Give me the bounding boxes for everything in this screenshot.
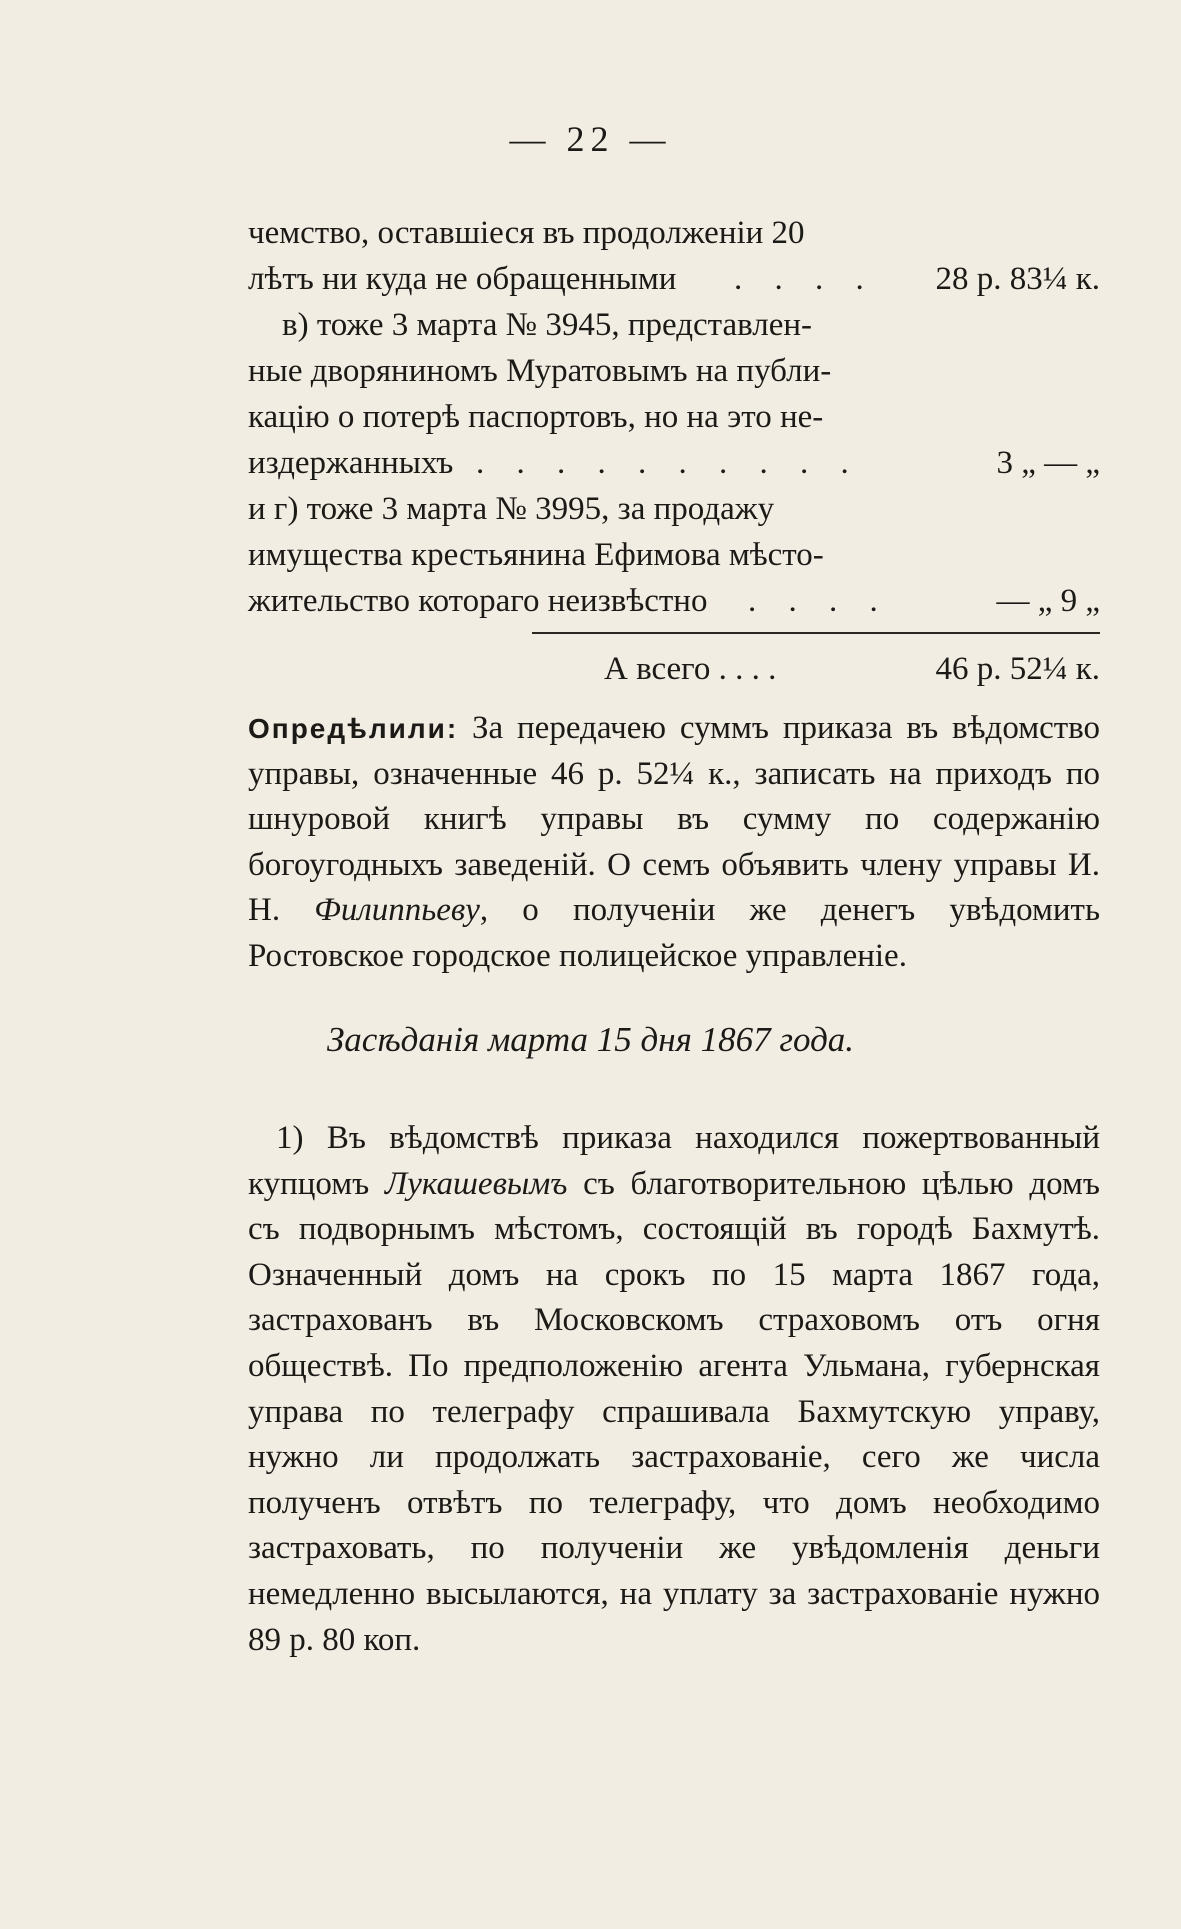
ledger-dots: . . . .: [734, 261, 876, 297]
ledger-row: [248, 302, 1100, 348]
resolution-text-a: За передачею суммъ приказа въ вѣдомство управы, означенные 46 р. 52¼ к., записать на приходъ по шнуровой книгѣ управы въ сумму по содержанiю богоугодныхъ заведенiй. О семъ объявить члену управы И. Н.: [248, 710, 1100, 929]
ledger-amount: — „ 9 „: [996, 583, 1100, 619]
ledger-text: кацiю о потерѣ паспортовъ, но на это не-: [248, 399, 824, 435]
resolution-paragraph: [248, 706, 1100, 980]
ledger-row: [248, 532, 1100, 578]
page-number: — 22 —: [509, 119, 672, 159]
ledger-row: [248, 210, 1100, 256]
session-heading: Засѣданiя марта 15 дня 1867 года.: [326, 1020, 855, 1059]
item-1-text-b: съ благотворительною цѣлью домъ съ подворнымъ мѣстомъ, состоящiй въ городѣ Бахмутѣ. Означенный домъ на срокъ по 15 марта 1867 года, застрахованъ въ Московскомъ страховомъ отъ огня обществѣ. По предположенiю агента Ульмана, губернская управа по телеграфу спрашивала Бахмутскую управу, нужно ли продолжать застрахованiе, сего же числа полученъ отвѣтъ по телеграфу, что домъ необходимо застраховать, по полученiи же увѣдомленiя деньги немедленно высылаются, на уплату за застрахованiе нужно 89 р. 80 коп.: [248, 1165, 1100, 1658]
total-amount: 46 р. 52¼ к.: [935, 651, 1100, 687]
ledger-row: [248, 348, 1100, 394]
ledger-row: [248, 440, 1100, 486]
total-label: А всего . . . .: [604, 651, 777, 687]
item-1-paragraph: [248, 1116, 1100, 1663]
item-1-text-a: 1) Въ вѣдомствѣ приказа находился пожертвованный купцомъ: [248, 1120, 1100, 1202]
ledger-text: и г) тоже 3 марта № 3995, за продажу: [248, 491, 775, 527]
ledger-text: жительство котораго неизвѣстно: [248, 583, 708, 619]
ledger-row: [248, 256, 1100, 302]
ledger-text: ные дворяниномъ Муратовымъ на публи-: [248, 353, 832, 389]
ledger-text: имущества крестьянина Ефимова мѣсто-: [248, 537, 824, 573]
ledger-dots: . . . .: [748, 583, 890, 619]
resolution-label: Опредѣлили:: [248, 713, 459, 744]
resolution-text-b: , о полученiи же денегъ увѣдомить Ростовское городское полицейское управленiе.: [248, 892, 1100, 974]
ledger-row: [248, 394, 1100, 440]
ledger-block: [248, 210, 1100, 624]
ledger-text: лѣтъ ни куда не обращенными: [248, 261, 677, 297]
ledger-text: чемство, оставшiеся въ продолженiи 20: [248, 215, 805, 251]
total-divider: [532, 632, 1100, 634]
ledger-dots: . . . . . . . . . .: [476, 445, 861, 481]
member-name: Филиппьеву: [314, 892, 480, 929]
total-row: [248, 646, 1100, 692]
merchant-name: Лукашевымъ: [384, 1165, 568, 1202]
ledger-row: [248, 578, 1100, 624]
ledger-amount: 28 р. 83¼ к.: [935, 261, 1100, 297]
ledger-amount: 3 „ — „: [996, 445, 1100, 481]
ledger-text: в) тоже 3 марта № 3945, представлен-: [282, 307, 813, 343]
ledger-row: [248, 486, 1100, 532]
ledger-text: издержанныхъ: [248, 445, 454, 481]
